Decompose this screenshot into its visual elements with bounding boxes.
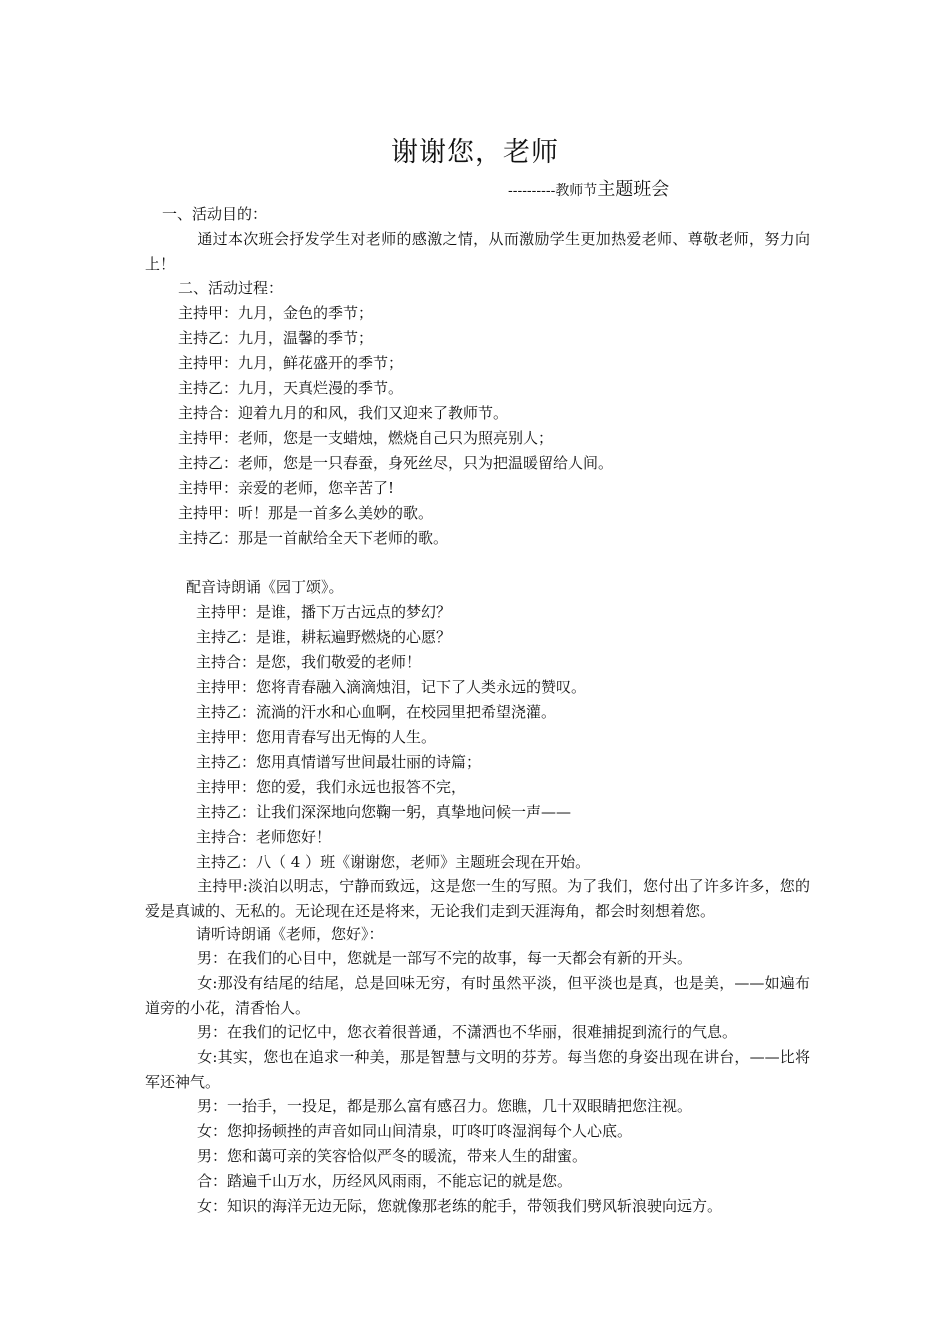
dialogue-text: 女:那没有结尾的结尾，总是回味无穷，有时虽然平淡，但平淡也是真，也是美，——如遍布道旁的小花，清香怡人。	[145, 974, 810, 1017]
dialogue-line: 主持合：迎着九月的和风，我们又迎来了教师节。	[178, 404, 509, 422]
dialogue-line: 主持乙：是谁，耕耘遍野燃烧的心愿？	[196, 628, 452, 646]
poem2-intro: 请听诗朗诵《老师，您好》：	[196, 925, 384, 943]
dialogue-paragraph	[145, 1169, 810, 1194]
purpose-text: 通过本次班会抒发学生对老师的感激之情，从而激励学生更加热爱老师、尊敬老师，努力向上！	[145, 230, 810, 273]
purpose-paragraph	[145, 227, 810, 276]
purpose-heading: 一、活动目的：	[162, 205, 268, 223]
host-paragraph	[145, 874, 810, 923]
page-subtitle	[508, 175, 669, 201]
dialogue-line: 主持甲：听！那是一首多么美妙的歌。	[178, 504, 434, 522]
dialogue-line: 主持甲：您将青春融入滴滴烛泪，记下了人类永远的赞叹。	[196, 678, 587, 696]
dialogue-text: 男：在我们的心目中，您就是一部写不完的故事，每一天都会有新的开头。	[197, 949, 693, 967]
subtitle-large-text: 主题班会	[597, 179, 670, 200]
dialogue-paragraph	[145, 1020, 810, 1045]
dialogue-text: 女：知识的海洋无边无际，您就像那老练的舵手，带领我们劈风斩浪驶向远方。	[197, 1197, 723, 1215]
dialogue-line: 主持乙：九月，温馨的季节；	[178, 329, 374, 347]
dialogue-line: 主持合：是您，我们敬爱的老师！	[196, 653, 422, 671]
dialogue-paragraph	[145, 1119, 810, 1144]
dialogue-text: 女:其实，您也在追求一种美，那是智慧与文明的芬芳。每当您的身姿出现在讲台，——比将军还神气。	[145, 1048, 810, 1091]
dialogue-line: 主持甲：您用青春写出无悔的人生。	[196, 728, 437, 746]
poem-intro: 配音诗朗诵《园丁颂》。	[186, 578, 344, 596]
dialogue-line: 主持乙：老师，您是一只春蚕，身死丝尽，只为把温暖留给人间。	[178, 454, 614, 472]
page-title: 谢谢您，老师	[391, 137, 559, 168]
dialogue-paragraph	[145, 1194, 810, 1219]
dialogue-line: 主持乙：您用真情谱写世间最壮丽的诗篇；	[196, 753, 482, 771]
dialogue-line: 主持甲：您的爱，我们永远也报答不完，	[196, 778, 467, 796]
dialogue-paragraph	[145, 1045, 810, 1094]
host-paragraph-text: 主持甲:淡泊以明志，宁静而致远，这是您一生的写照。为了我们，您付出了许多许多，您的爱是真诚的、无私的。无论现在还是将来，无论我们走到天涯海角，都会时刻想着您。	[145, 877, 810, 920]
dialogue-paragraph	[145, 971, 810, 1020]
dialogue-text: 合：踏遍千山万水，历经风风雨雨，不能忘记的就是您。	[197, 1172, 573, 1190]
subtitle-dashes: ----------	[508, 183, 556, 199]
dialogue-line: 主持乙：九月，天真烂漫的季节。	[178, 379, 404, 397]
subtitle-small-text: 教师节	[555, 183, 598, 199]
dialogue-line: 主持乙：那是一首献给全天下老师的歌。	[178, 529, 449, 547]
dialogue-line: 主持乙：流淌的汗水和心血啊，在校园里把希望浇灌。	[196, 703, 557, 721]
dialogue-line: 主持合：老师您好！	[196, 828, 332, 846]
dialogue-paragraph	[145, 1094, 810, 1119]
dialogue-line: 主持甲：九月，金色的季节；	[178, 304, 374, 322]
dialogue-text: 男：一抬手，一投足，都是那么富有感召力。您瞧，几十双眼睛把您注视。	[197, 1097, 693, 1115]
dialogue-line: 主持甲：九月，鲜花盛开的季节；	[178, 354, 404, 372]
dialogue-line: 主持甲：亲爱的老师，您辛苦了!	[178, 479, 395, 497]
dialogue-line: 主持甲：是谁，播下万古远点的梦幻？	[196, 603, 452, 621]
dialogue-line: 主持乙：八（ 4 ）班《谢谢您，老师》主题班会现在开始。	[196, 853, 591, 871]
dialogue-paragraph	[145, 946, 810, 971]
dialogue-line: 主持甲：老师，您是一支蜡烛，燃烧自己只为照亮别人；	[178, 429, 554, 447]
dialogue-text: 女：您抑扬顿挫的声音如同山间清泉，叮咚叮咚湿润每个人心底。	[197, 1122, 633, 1140]
process-heading: 二、活动过程：	[178, 279, 284, 297]
dialogue-text: 男：您和蔼可亲的笑容恰似严冬的暖流，带来人生的甜蜜。	[197, 1147, 588, 1165]
dialogue-text: 男：在我们的记忆中，您衣着很普通，不潇洒也不华丽，很难捕捉到流行的气息。	[197, 1023, 738, 1041]
dialogue-paragraph	[145, 1144, 810, 1169]
dialogue-line: 主持乙：让我们深深地向您鞠一躬，真挚地问候一声——	[196, 803, 572, 821]
